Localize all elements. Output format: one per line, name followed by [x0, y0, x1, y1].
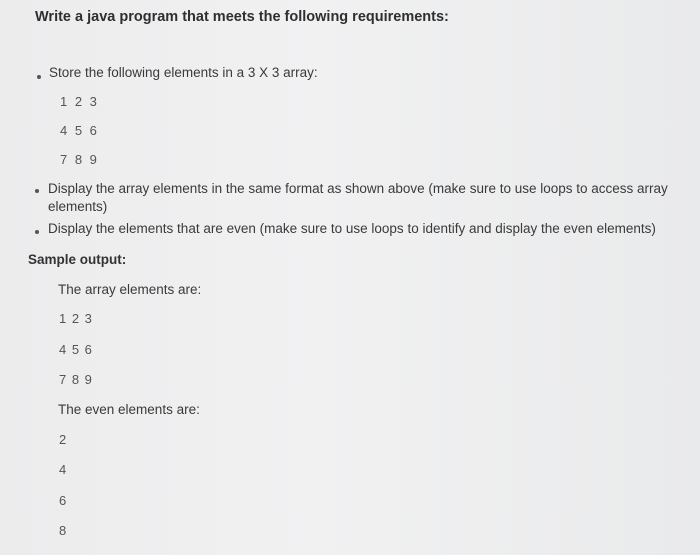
page-title: Write a java program that meets the following requirements: [35, 9, 449, 25]
output-row-1: 1 2 3 [59, 311, 93, 326]
even-value: 8 [59, 523, 69, 538]
output-row-2: 4 5 6 [59, 342, 93, 357]
array-row-1: 1 2 3 [60, 94, 99, 109]
even-value: 2 [59, 432, 69, 447]
array-row-3: 7 8 9 [60, 152, 99, 167]
sample-output-label: Sample output: [28, 252, 127, 267]
bullet-display-array: Display the array elements in the same format as shown above (make sure to use loops to access array elements) [48, 181, 668, 214]
bullet-marker [37, 75, 41, 79]
bullet-marker [35, 189, 39, 193]
output-even-label: The even elements are: [58, 402, 200, 417]
even-value: 6 [59, 493, 69, 508]
bullet-store-array: Store the following elements in a 3 X 3 array: [49, 65, 318, 80]
array-row-2: 4 5 6 [60, 123, 99, 138]
bullet-marker [35, 230, 39, 234]
output-array-label: The array elements are: [58, 282, 202, 297]
bullet-display-even: Display the elements that are even (make sure to use loops to identify and display the even elements) [48, 221, 656, 236]
even-value: 4 [59, 462, 69, 477]
output-row-3: 7 8 9 [59, 372, 93, 387]
